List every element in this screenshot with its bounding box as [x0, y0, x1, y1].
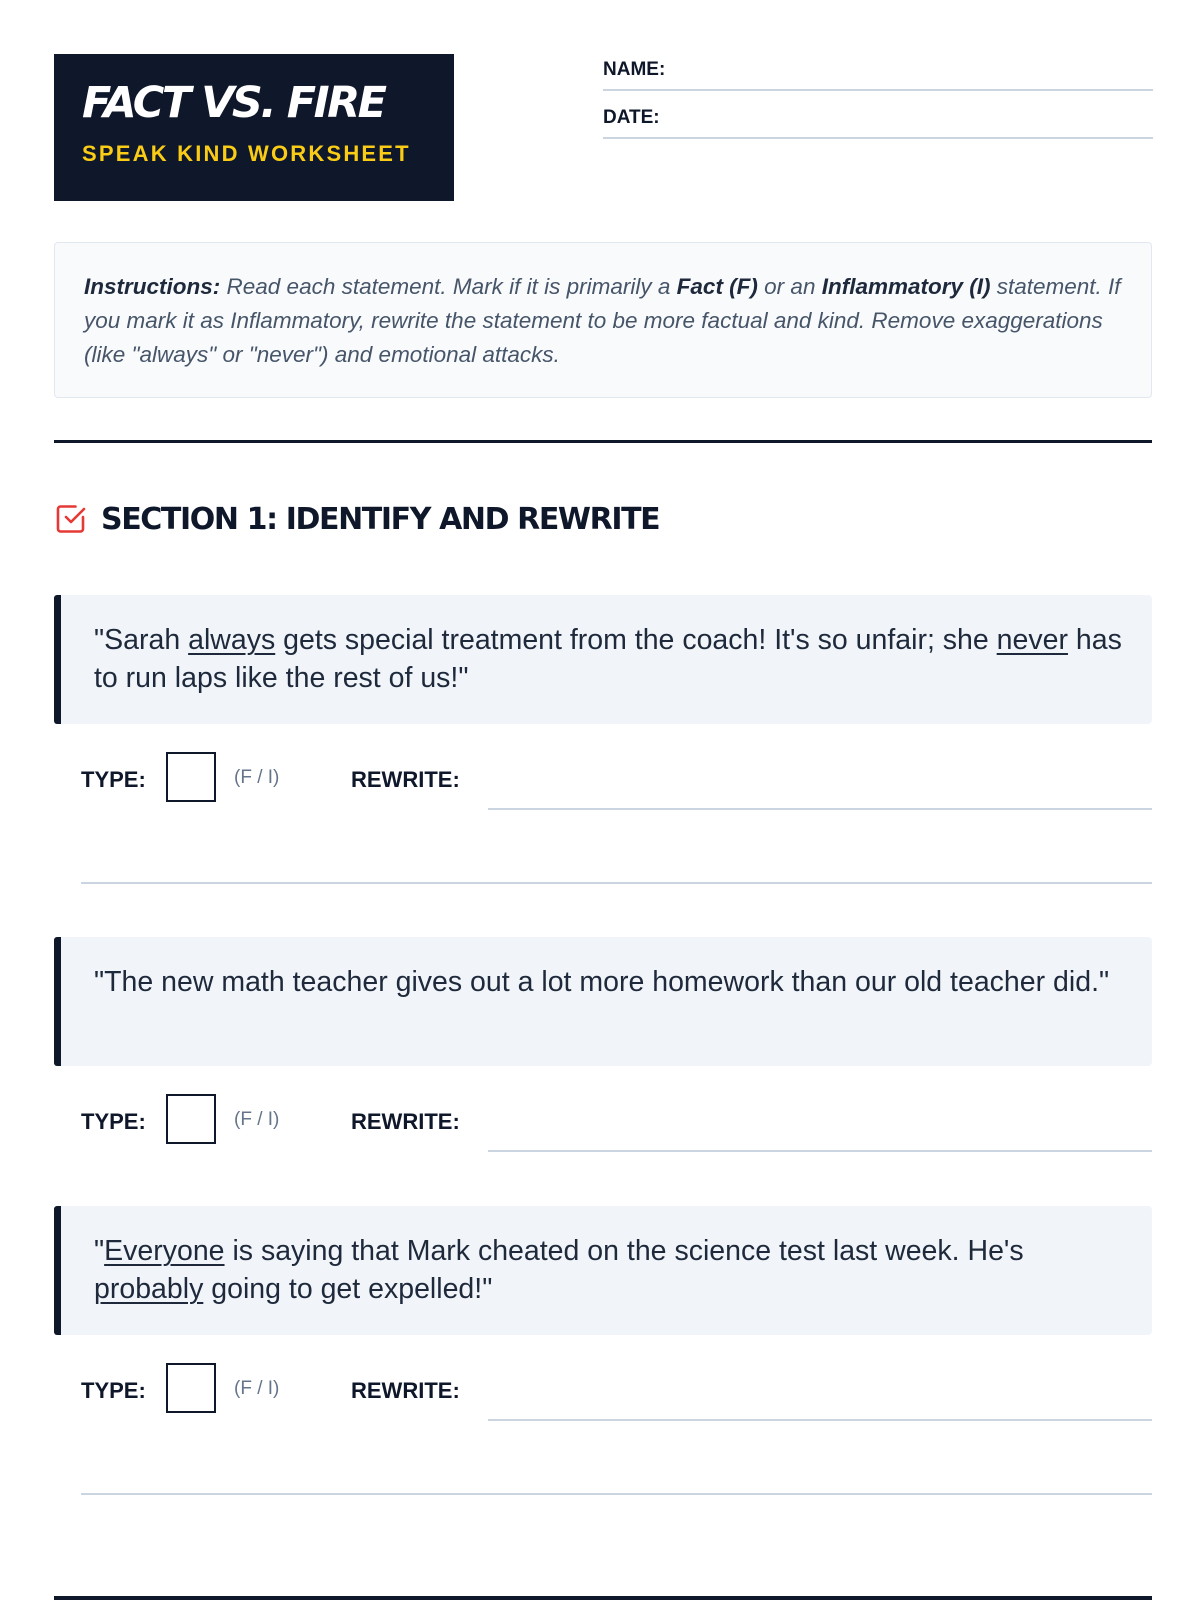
type-label: TYPE: — [81, 767, 146, 792]
statement-underlined-word: Everyone — [104, 1235, 225, 1267]
statement-card — [54, 1206, 1152, 1335]
answer-row — [81, 1363, 1152, 1419]
type-hint: (F / I) — [234, 1378, 280, 1399]
statement-text: "Sarah — [94, 624, 189, 656]
instructions-label: Instructions: — [84, 274, 221, 299]
statement-underlined-word: never — [996, 624, 1068, 656]
statement-text: has to run laps like the rest of us!" — [94, 624, 1122, 694]
statement-card — [54, 595, 1152, 724]
instructions-text-1: Read each statement. Mark if it is primarily a — [220, 274, 677, 299]
type-label: TYPE: — [81, 1378, 146, 1403]
statement-card — [54, 937, 1152, 1066]
next-section-divider — [54, 1596, 1152, 1600]
date-field[interactable] — [603, 101, 1153, 139]
date-label: DATE: — [603, 107, 660, 128]
statement-text: gets special treatment from the coach! It's so unfair; she — [275, 624, 997, 656]
answer-row — [81, 1094, 1152, 1150]
instructions-text-2: or an — [757, 274, 822, 299]
statement-underlined-word: probably — [94, 1273, 204, 1305]
statement-text: " — [94, 1235, 105, 1267]
section-divider — [54, 440, 1152, 443]
answer-row — [81, 752, 1152, 808]
rewrite-line[interactable] — [488, 808, 1152, 810]
worksheet-title-block — [54, 54, 454, 201]
instructions-box — [54, 242, 1152, 398]
rewrite-line[interactable] — [488, 1419, 1152, 1421]
statement-text: going to get expelled!" — [203, 1273, 493, 1305]
worksheet-title: FACT VS. FIRE — [82, 78, 385, 128]
type-label: TYPE: — [81, 1109, 146, 1134]
fact-term: Fact (F) — [676, 274, 758, 299]
rewrite-line-extra[interactable] — [81, 882, 1152, 884]
type-hint: (F / I) — [234, 1109, 280, 1130]
inflammatory-term: Inflammatory (I) — [821, 274, 991, 299]
statement-underlined-word: always — [188, 624, 276, 656]
rewrite-label: REWRITE: — [351, 1109, 460, 1134]
checkbox-check-icon — [55, 503, 87, 535]
name-label: NAME: — [603, 59, 666, 80]
type-answer-box[interactable] — [166, 752, 216, 802]
statement-text: is saying that Mark cheated on the science test last week. He's — [224, 1235, 1024, 1267]
section-title: SECTION 1: IDENTIFY AND REWRITE — [101, 501, 660, 537]
section-heading — [55, 499, 659, 539]
rewrite-line-extra[interactable] — [81, 1493, 1152, 1495]
rewrite-label: REWRITE: — [351, 767, 460, 792]
type-answer-box[interactable] — [166, 1363, 216, 1413]
type-hint: (F / I) — [234, 767, 280, 788]
rewrite-label: REWRITE: — [351, 1378, 460, 1403]
type-answer-box[interactable] — [166, 1094, 216, 1144]
instructions-text-3: statement. If you mark it as Inflammatory, rewrite the statement to be more factual and kind. Remove exaggerations (like "always" or "never") and emotional attacks. — [84, 274, 1121, 367]
rewrite-line[interactable] — [488, 1150, 1152, 1152]
statement-text: "The new math teacher gives out a lot more homework than our old teacher did." — [94, 966, 1110, 998]
worksheet-subtitle: SPEAK KIND WORKSHEET — [82, 141, 411, 166]
name-field[interactable] — [603, 53, 1153, 91]
